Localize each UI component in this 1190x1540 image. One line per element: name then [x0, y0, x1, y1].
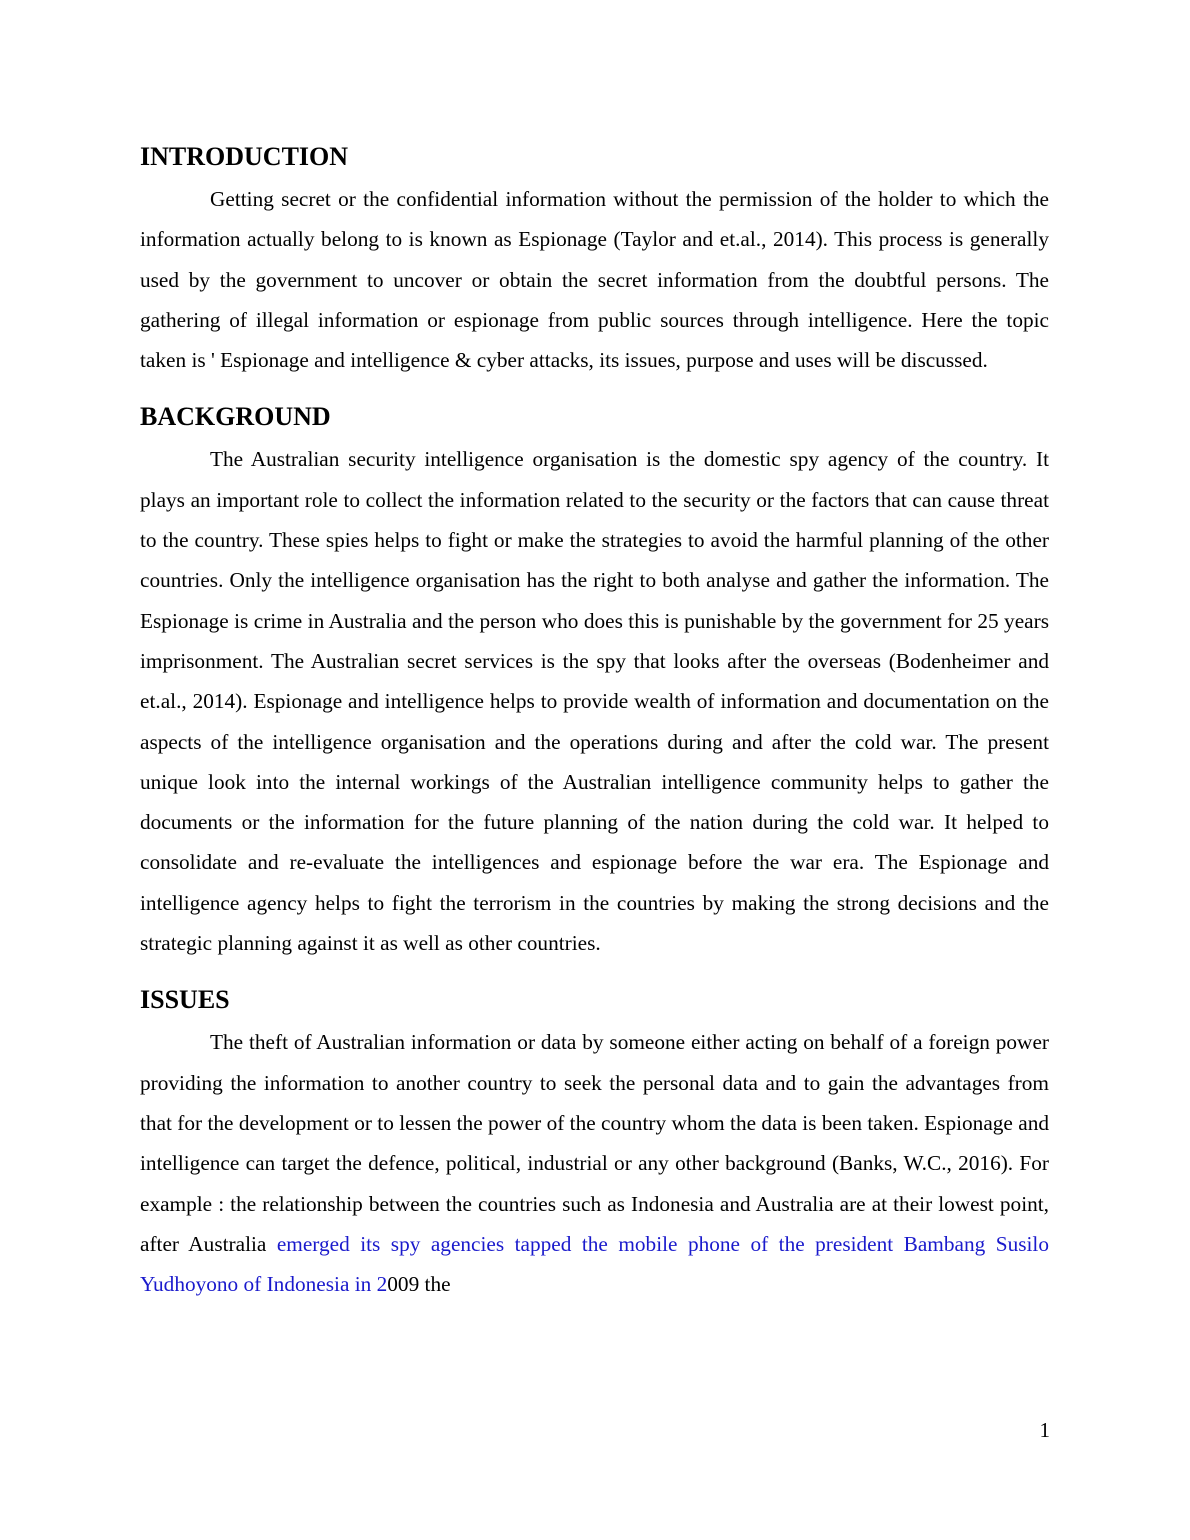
background-section — [140, 398, 1049, 963]
introduction-paragraph: Getting secret or the confidential information without the permission of the holder to which the information actually belong to is known as Espionage (Taylor and et.al., 2014). This process is generally used by the government to uncover or obtain the secret information from the doubtful persons. The gathering of illegal information or espionage from public sources through intelligence. Here the topic taken is ' Espionage and intelligence & cyber attacks, its issues, purpose and uses will be discussed. — [140, 187, 1049, 373]
issues-section — [140, 981, 1049, 1304]
background-paragraph: The Australian security intelligence organisation is the domestic spy agency of the country. It plays an important role to collect the information related to the security or the factors that can cause threat to the country. These spies helps to fight or make the strategies to avoid the harmful planning of the other countries. Only the intelligence organisation has the right to both analyse and gather the information. The Espionage is crime in Australia and the person who does this is punishable by the government for 25 years imprisonment. The Australian secret services is the spy that looks after the overseas (Bodenheimer and et.al., 2014). Espionage and intelligence helps to provide wealth of information and documentation on the aspects of the intelligence organisation and the operations during and after the cold war. The present unique look into the internal workings of the Australian intelligence community helps to gather the documents or the information for the future planning of the nation during the cold war. It helped to consolidate and re-evaluate the intelligences and espionage before the war era. The Espionage and intelligence agency helps to fight the terrorism in the countries by making the strong decisions and the strategic planning against it as well as other countries. — [140, 447, 1049, 956]
issues-highlighted-text: emerged its spy agencies tapped the mobile phone of the president Bambang Susilo Yudhoyono of Indonesia in 2 — [140, 1231, 1049, 1297]
issues-heading: ISSUES — [140, 985, 230, 1015]
issues-paragraph — [140, 1022, 1049, 1304]
page-number: 1 — [1039, 1418, 1050, 1442]
issues-text-start: The theft of Australian information or data by someone either acting on behalf of a foreign power providing the information to another country to seek the personal data and to gain the advantages from that for the development or to lessen the power of the country whom the data is been taken. Espionage and intelligence can target the defence, political, industrial or any other background (Banks, W.C., 2016). For example : the relationship between the countries such as Indonesia and Australia are at their lowest point, after Australia — [140, 1030, 1049, 1256]
background-heading: BACKGROUND — [140, 402, 331, 432]
introduction-heading: INTRODUCTION — [140, 142, 349, 171]
document-page — [140, 138, 1049, 1304]
introduction-section — [140, 138, 1049, 380]
issues-text-end: 009 the — [387, 1272, 451, 1297]
